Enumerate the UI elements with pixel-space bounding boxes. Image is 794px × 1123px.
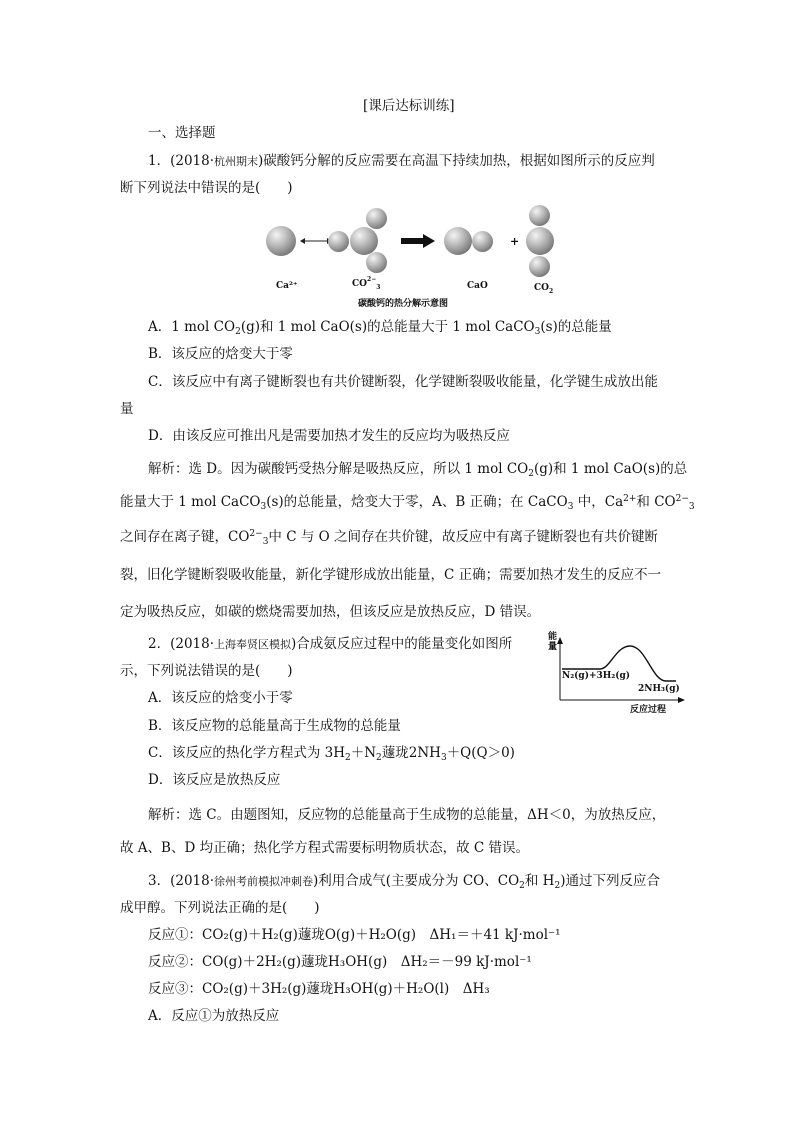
q1-explanation-4: 裂，旧化学键断裂吸收能量，新化学键形成放出能量，C 正确；需要加热才发生的反应不一 (120, 567, 662, 583)
page-header: [课后达标训练] (363, 98, 455, 114)
q2-energy-diagram (548, 634, 688, 714)
q1-option-a: A．1 mol $CO_2(g)$和 1 mol CaO(s)的总能量大于 1 mol CaCO$_3$(s)的总能量 (148, 319, 612, 337)
q1-option-c-line1: C．该反应中有离子键断裂也有共价键断裂，化学键断裂吸收能量，化学键生成放出能 (148, 374, 658, 390)
q1-explanation-1: 解析：选 D。因为碳酸钙受热分解是吸热反应，所以 1 mol $CO_2(g)$和 1 mol CaO(s)的总 (148, 461, 688, 479)
c-ball (350, 227, 378, 255)
q2-option-a: A．该反应的焓变小于零 (148, 690, 293, 706)
q2-option-d: D．该反应是放热反应 (148, 772, 281, 788)
q1-explanation-2: 能量大于 1 mol CaCO$_3$(s)的总能量，焓变大于零，A、B 正确；在 CaCO$_3$ 中，$Ca^{2+}$和 $CO^{2-}_3$ (120, 494, 695, 512)
reaction-arrow-icon (401, 234, 435, 248)
q3-stem-line1: 3．(2018·徐州考前模拟冲刺卷)利用合成气(主要成分为 CO、$CO_2$和 $H_2$)通过下列反应合 (148, 873, 660, 891)
reactant-label: N₂(g)+3H₂(g) (562, 671, 631, 681)
section-title: 一、选择题 (148, 125, 216, 141)
q3-reaction-3: 反应③：CO₂(g)＋3H₂(g)蘧珑H₃OH(g)＋H₂O(l) ΔH₃ (148, 981, 490, 997)
carbonate-label: $CO^{2-}_3$ (352, 276, 381, 291)
q2-stem-line1: 2．(2018·上海奉贤区模拟)合成氨反应过程中的能量变化如图所 (148, 636, 513, 652)
cao-label: CaO (467, 281, 488, 291)
q1-stem-text: )碳酸钙分解的反应需要在高温下持续加热，根据如图所示的反应判 (258, 153, 655, 169)
q2-stem-line2: 示，下列说法错误的是( ) (120, 663, 293, 679)
q3-option-a: A．反应①为放热反应 (148, 1008, 280, 1024)
q1-num: 1．(2018· (148, 153, 215, 169)
q2-option-b: B．该反应物的总能量高于生成物的总能量 (148, 718, 401, 734)
q1-explanation-3: 之间存在离子键，$CO^{2-}_3$中 C 与 O 之间存在共价键，故反应中有离子键断裂也有共价键断 (120, 529, 658, 547)
ca-ion-ball (266, 226, 296, 256)
ca-ion-label: Ca²⁺ (276, 281, 298, 291)
q1-source: 杭州期末 (214, 155, 259, 168)
reaction-process-label: 反应过程 (630, 705, 667, 715)
co2-c-ball (526, 227, 554, 255)
q3-source: 徐州考前模拟冲刺卷 (214, 875, 314, 888)
o-ball-top (366, 208, 387, 229)
co2-o-top (529, 205, 550, 226)
q1-option-c-line2: 量 (120, 401, 134, 417)
q1-explanation-5: 定为吸热反应，如碳的燃烧需要加热，但该反应是放热反应，D 错误。 (120, 604, 541, 620)
co2-o-bottom (529, 256, 550, 277)
q1-figure (260, 203, 560, 313)
q2-source: 上海奉贤区模拟 (214, 638, 292, 651)
q3-stem-line2: 成甲醇。下列说法正确的是( ) (120, 900, 320, 916)
o-ball-left (328, 231, 349, 252)
q1-stem-line2: 断下列说法中错误的是( ) (120, 180, 293, 196)
cao-o-ball (472, 231, 493, 252)
energy-axis-label: 能量 (548, 632, 558, 652)
q2-option-c: C．该反应的热化学方程式为 $3H_2+N_2$蘧珑$2NH_3+Q(Q>0)$ (148, 745, 515, 763)
cao-ca-ball (444, 227, 472, 255)
q2-explanation-1: 解析：选 C。由题图知，反应物的总能量高于生成物的总能量，ΔH＜0，为放热反应， (148, 807, 666, 823)
q1-option-b: B．该反应的焓变大于零 (148, 346, 293, 362)
plus-sign: + (510, 235, 520, 248)
q3-reaction-1: 反应①：CO₂(g)＋H₂(g)蘧珑O(g)＋H₂O(g) ΔH₁＝＋41 kJ·mol⁻¹ (148, 927, 561, 943)
q2-explanation-2: 故 A、B、D 均正确；热化学方程式需要标明物质状态，故 C 错误。 (120, 840, 529, 856)
product-label: 2NH₃(g) (638, 684, 680, 694)
q1-stem-line1 (148, 151, 655, 172)
figure-caption: 碳酸钙的热分解示意图 (358, 299, 449, 309)
co2-label: $CO_2$ (534, 283, 554, 295)
q1-option-d: D．由该反应可推出凡是需要加热才发生的反应均为吸热反应 (148, 428, 510, 444)
o-ball-bottom (366, 252, 387, 273)
q3-reaction-2: 反应②：CO(g)＋2H₂(g)蘧珑H₃OH(g) ΔH₂＝－99 kJ·mol⁻¹ (148, 954, 532, 970)
